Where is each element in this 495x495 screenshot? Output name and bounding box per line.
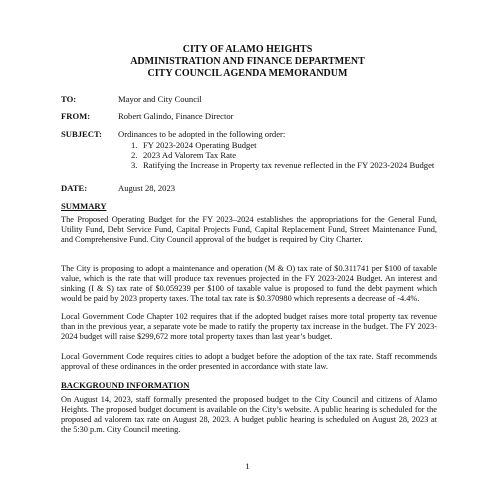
header-city: CITY OF ALAMO HEIGHTS [182, 44, 313, 55]
subject-list [118, 140, 440, 170]
subject-item-text: 2023 Ad Valorem Tax Rate [143, 150, 237, 160]
summary-heading: SUMMARY [61, 201, 107, 211]
subject-item-text: Ratifying the Increase in Property tax revenue reflected in the FY 2023-2024 Budget [143, 160, 435, 170]
subject-item [118, 160, 440, 170]
summary-paragraph: The Proposed Operating Budget for the FY 2023–2024 establishes the appropriations for the General Fund, Utility Fund, Debt Service Fund, Capital Projects Fund, Capital Replacement Fund, Street Maintenance Fund, and Comprehensive Fund. City Council approval of the budget is required by City Charter. [61, 215, 437, 244]
subject-item-number: 3. [131, 160, 138, 170]
subject-item-number: 1. [131, 140, 138, 150]
subject-item-text: FY 2023-2024 Operating Budget [143, 140, 257, 150]
header-department: ADMINISTRATION AND FINANCE DEPARTMENT [130, 56, 365, 67]
summary-paragraph: Local Government Code Chapter 102 requires that if the adopted budget raises more total property tax revenue than in the previous year, a separate vote be made to ratify the property tax increase in the budget. The FY 2023-2024 budget will raise $299,672 more total property taxes than last year’s budget. [61, 312, 437, 341]
date-label: DATE: [61, 183, 88, 193]
summary-paragraph: Local Government Code requires cities to adopt a budget before the adoption of the tax rate. Staff recommends approval of these ordinances in the order presented in accordance with state law. [61, 352, 437, 371]
date-value: August 28, 2023 [118, 183, 176, 193]
to-value: Mayor and City Council [118, 94, 202, 104]
memo-header [0, 44, 495, 80]
subject-label: SUBJECT: [61, 129, 102, 139]
header-memo-type: CITY COUNCIL AGENDA MEMORANDUM [147, 68, 348, 79]
subject-item [118, 140, 440, 150]
background-paragraph: On August 14, 2023, staff formally presented the proposed budget to the City Council and citizens of Alamo Heights. The proposed budget document is available on the City’s website. A public hearing is scheduled for the proposed ad valorem tax rate on August 28, 2023. A budget public hearing is scheduled on August 28, 2023 at the 5:30 p.m. City Council meeting. [61, 395, 437, 434]
from-label: FROM: [61, 111, 91, 121]
summary-paragraph: The City is proposing to adopt a maintenance and operation (M & O) tax rate of $0.311741 per $100 of taxable value, which is the rate that will produce tax revenues projected in the FY 2023-2024 Budget. An interest and sinking (I & S) tax rate of $0.059239 per $100 of taxable value is proposed to fund the debt payment which would be paid by 2023 property taxes. The total tax rate is $0.370980 which represents a decrease of -4.4%. [61, 264, 437, 303]
page-number: 1 [245, 461, 250, 471]
background-heading: BACKGROUND INFORMATION [61, 380, 190, 390]
to-label: TO: [61, 94, 77, 104]
subject-item-number: 2. [131, 150, 138, 160]
from-value: Robert Galindo, Finance Director [118, 111, 234, 121]
subject-item [118, 150, 440, 160]
subject-intro: Ordinances to be adopted in the following order: [118, 129, 286, 139]
